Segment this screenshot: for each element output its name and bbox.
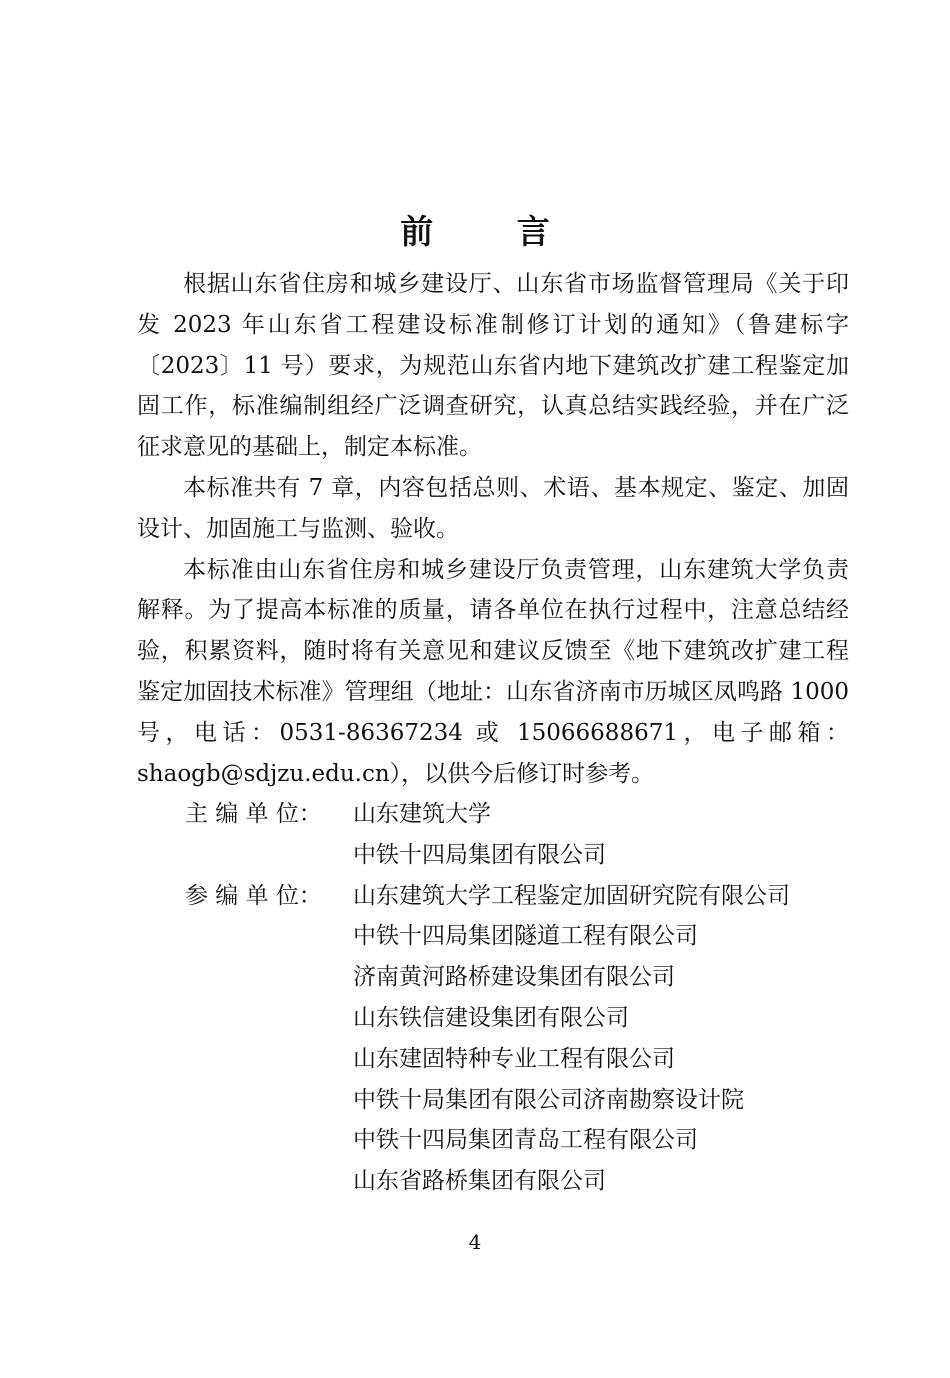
list-item: 山东建筑大学工程鉴定加固研究院有限公司 [353,882,790,909]
chief-units-list [353,794,849,876]
participating-units-label: 参 编 单 位： [185,882,322,909]
list-item: 山东铁信建设集团有限公司 [353,1004,629,1031]
chief-units-label: 主 编 单 位： [185,801,322,827]
list-item: 山东建筑大学 [353,801,491,827]
participating-units [137,876,849,1202]
page-number: 4 [468,1230,482,1254]
paragraph-background: 根据山东省住房和城乡建设厅、山东省市场监督管理局《关于印发 2023 年山东省工程建设标准制修订计划的通知》（鲁建标字〔2023〕11 号）要求，为规范山东省内地下建筑改扩建工程鉴定加固工作，标准编制组经广泛调查研究，认真总结实践经验，并在广泛征求意见的基础上，制定本标准。 [137,271,849,461]
paragraph-management: 本标准由山东省住房和城乡建设厅负责管理，山东建筑大学负责解释。为了提高本标准的质量，请各单位在执行过程中，注意总结经验，积累资料，随时将有关意见和建议反馈至《地下建筑改扩建工程鉴定加固技术标准》管理组（地址：山东省济南市历城区凤鸣路 1000 号，电话：0531-86367234 或 15066688671，电子邮箱：shaogb@sdjzu.edu.cn），以供今后修订时参考。 [137,556,849,787]
participating-units-list [353,876,849,1202]
list-item: 中铁十局集团有限公司济南勘察设计院 [353,1086,744,1113]
units-section [137,794,849,1202]
list-item: 中铁十四局集团有限公司 [353,841,606,868]
list-item: 中铁十四局集团隧道工程有限公司 [353,923,698,950]
list-item: 山东省路桥集团有限公司 [353,1168,606,1195]
page-title: 前 言 [400,212,586,251]
chief-units [137,794,849,876]
list-item: 山东建固特种专业工程有限公司 [353,1045,675,1072]
list-item: 济南黄河路桥建设集团有限公司 [353,964,675,991]
list-item: 中铁十四局集团青岛工程有限公司 [353,1127,698,1154]
preface-body [137,264,849,794]
paragraph-contents: 本标准共有 7 章，内容包括总则、术语、基本规定、鉴定、加固设计、加固施工与监测、验收。 [137,474,849,542]
